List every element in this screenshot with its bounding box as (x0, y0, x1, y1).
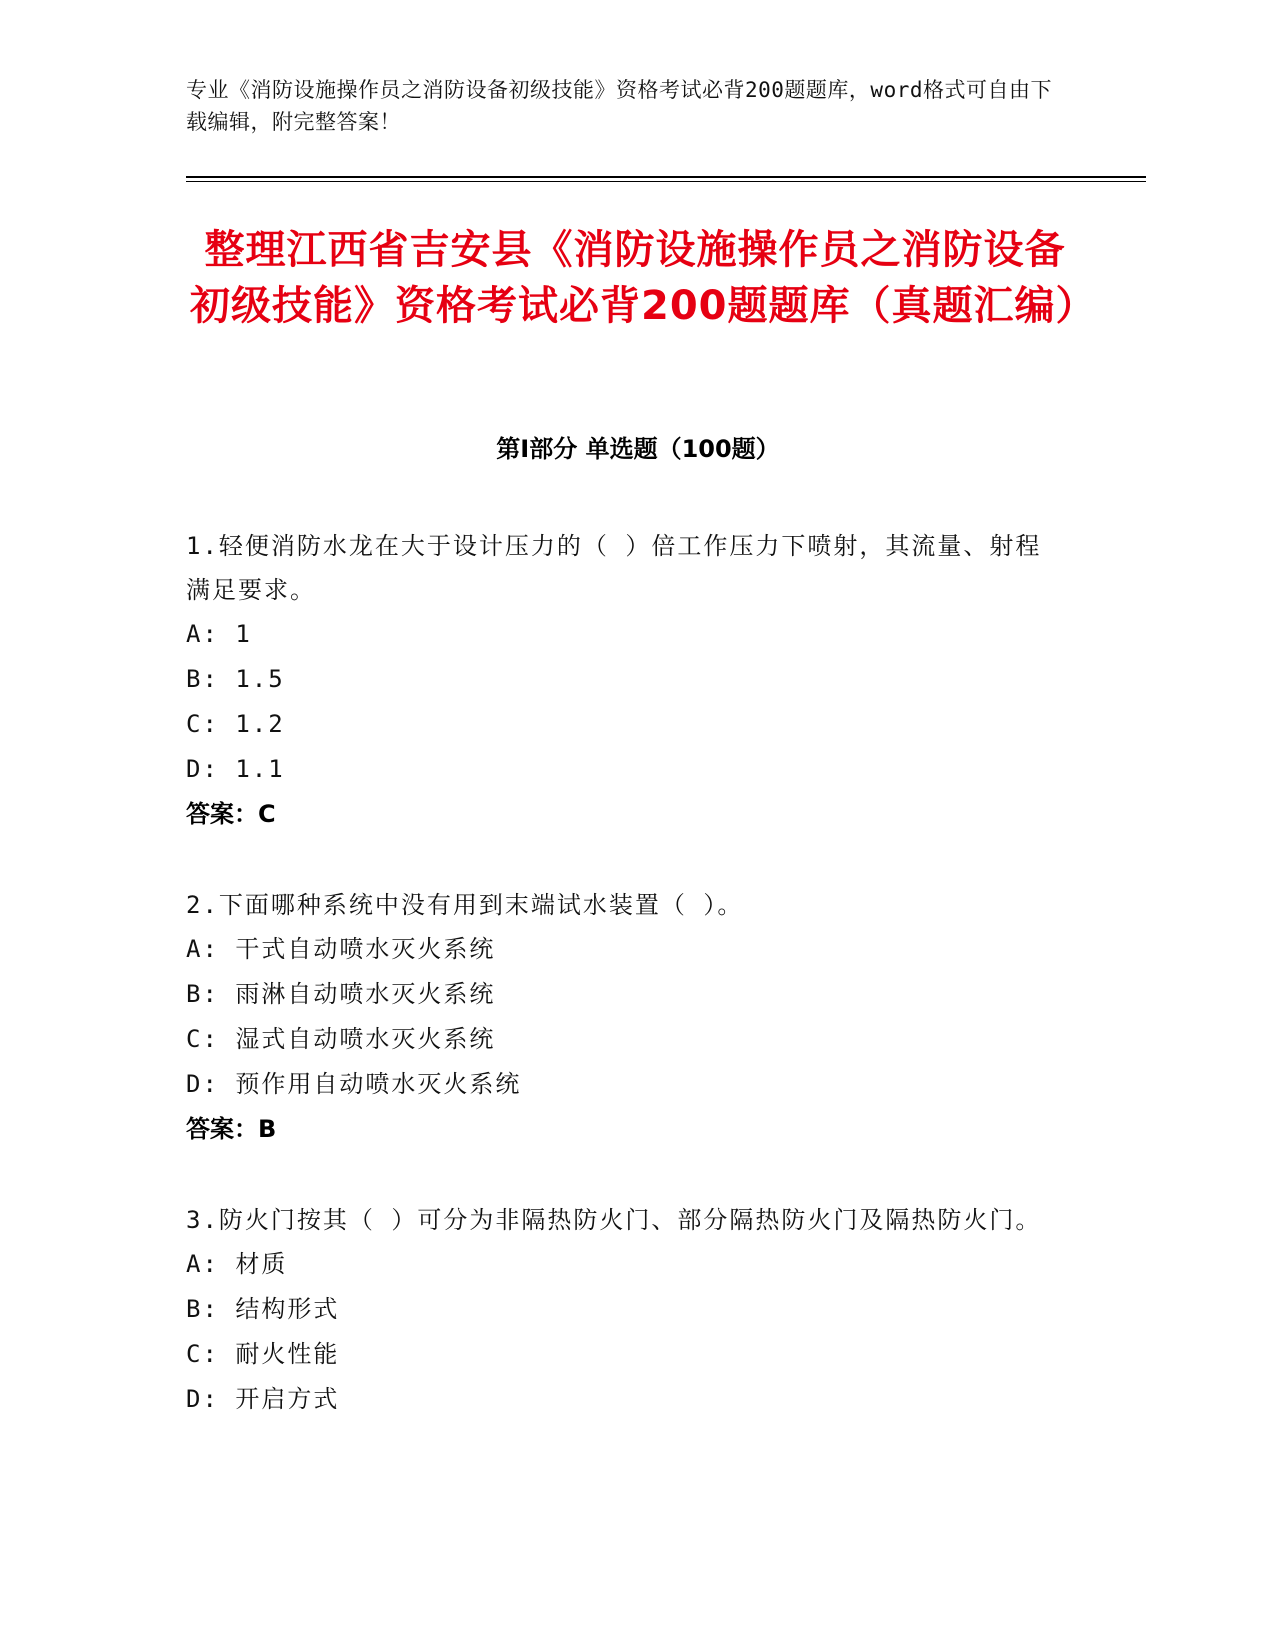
option-label: A: (186, 935, 219, 963)
option-label: B: (186, 980, 219, 1008)
option-b (186, 657, 1066, 702)
option-label: A: (186, 620, 219, 648)
option-label: B: (186, 665, 219, 693)
question-stem: 2.下面哪种系统中没有用到末端试水装置（ ）。 (186, 891, 744, 919)
option-d (186, 1377, 1066, 1422)
option-a (186, 927, 1066, 972)
question-stem: 1.轻便消防水龙在大于设计压力的（ ）倍工作压力下喷射，其流量、射程满足要求。 (186, 532, 1042, 604)
option-label: C: (186, 1025, 219, 1053)
option-c (186, 1017, 1066, 1062)
option-text: 湿式自动喷水灭火系统 (235, 1025, 496, 1053)
option-text: 干式自动喷水灭火系统 (235, 935, 496, 963)
option-d (186, 1062, 1066, 1107)
document-title: 整理江西省吉安县《消防设施操作员之消防设备初级技能》资格考试必背200题题库（真题汇编） (190, 227, 1097, 329)
header-note: 专业《消防设施操作员之消防设备初级技能》资格考试必背200题题库，word格式可自由下载编辑，附完整答案！ (186, 78, 1052, 134)
option-label: B: (186, 1295, 219, 1323)
option-label: A: (186, 1250, 219, 1278)
option-text: 耐火性能 (235, 1340, 340, 1368)
option-text: 1 (235, 620, 252, 648)
question-stem: 3.防火门按其（ ）可分为非隔热防火门、部分隔热防火门及隔热防火门。 (186, 1206, 1042, 1234)
option-c (186, 702, 1066, 747)
option-text: 1.1 (235, 755, 285, 783)
option-a (186, 612, 1066, 657)
answer: 答案：C (186, 800, 276, 828)
option-text: 结构形式 (235, 1295, 340, 1323)
option-text: 1.2 (235, 710, 285, 738)
option-text: 开启方式 (235, 1385, 340, 1413)
option-b (186, 1287, 1066, 1332)
option-text: 材质 (235, 1250, 288, 1278)
header-divider-thick (186, 176, 1146, 178)
option-text: 预作用自动喷水灭火系统 (235, 1070, 522, 1098)
question-1 (186, 524, 1066, 837)
question-list (186, 524, 1066, 1468)
option-label: C: (186, 710, 219, 738)
option-text: 雨淋自动喷水灭火系统 (235, 980, 496, 1008)
option-a (186, 1242, 1066, 1287)
option-label: D: (186, 1385, 219, 1413)
option-b (186, 972, 1066, 1017)
answer: 答案：B (186, 1115, 277, 1143)
question-2 (186, 883, 1066, 1152)
option-text: 1.5 (235, 665, 285, 693)
option-c (186, 1332, 1066, 1377)
option-label: D: (186, 1070, 219, 1098)
option-label: D: (186, 755, 219, 783)
option-label: C: (186, 1340, 219, 1368)
header-divider-thin (186, 181, 1146, 182)
question-3 (186, 1198, 1066, 1422)
section-title: 第Ⅰ部分 单选题（100题） (496, 435, 780, 463)
option-d (186, 747, 1066, 792)
